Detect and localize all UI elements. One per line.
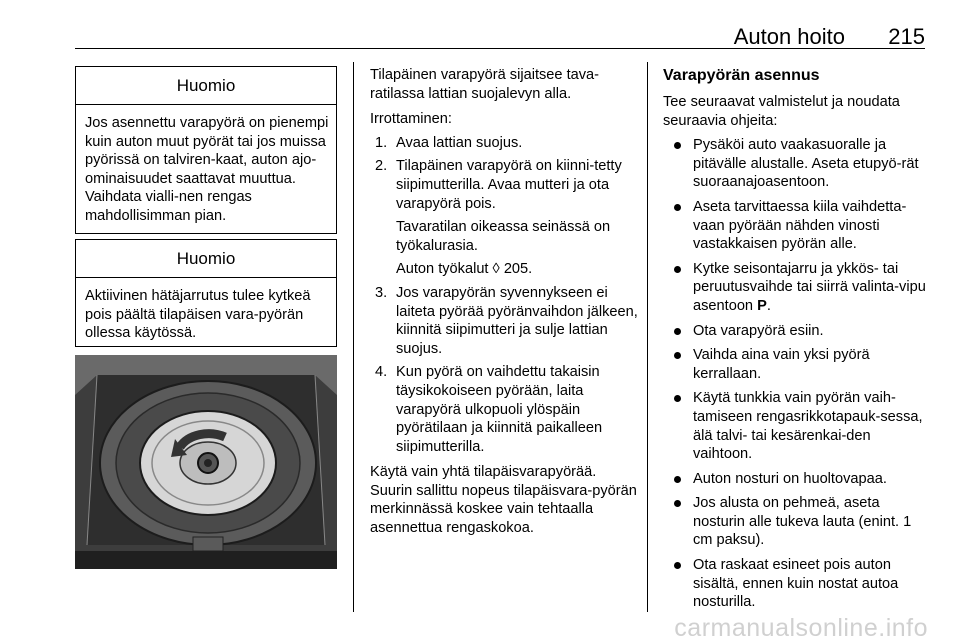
list-item: Aseta tarvittaessa kiila vaihdetta-vaan pyörään nähden vinosti vastakkaisen pyörän alle. bbox=[663, 198, 928, 254]
notice-text: Jos asennettu varapyörä on pienempi kuin auton muut pyörät tai jos muissa pyörissä on talviren-kaat, auton ajo-ominaisuudet saattavat muuttua. Vaihdata vialli-nen rengas mahdollisimman pian. bbox=[85, 115, 329, 224]
bullet-icon bbox=[674, 266, 681, 273]
notice-text: Aktiivinen hätäjarrutus tulee kytkeä pois päältä tilapäisen vara-pyörän ollessa käytössä. bbox=[85, 288, 311, 342]
notice-box bbox=[75, 66, 337, 234]
bullet-icon bbox=[674, 562, 681, 569]
bullet-icon bbox=[674, 500, 681, 507]
bullet-icon bbox=[674, 142, 681, 149]
paragraph: Käytä vain yhtä tilapäisvarapyörää. Suurin sallittu nopeus tilapäisvara-pyörän merkinnässä koskee vain tehtaalla asennettua rengaskokoa. bbox=[370, 464, 637, 537]
page-number: 215 bbox=[888, 24, 925, 49]
step-text: Kun pyörä on vaihdettu takaisin täysikokoiseen pyörään, laita varapyörä ulkopuoli ylöspäin pyörätilaan ja kiinnitä paikalleen siipimutterilla. bbox=[396, 364, 603, 455]
spare-wheel-drawing bbox=[75, 355, 337, 569]
list-item: Vaihda aina vain yksi pyörä kerrallaan. bbox=[663, 346, 928, 383]
reference-page: 205. bbox=[499, 261, 533, 278]
section-heading: Varapyörän asennus bbox=[663, 67, 820, 84]
paragraph: Tee seuraavat valmistelut ja noudata seuraavia ohjeita: bbox=[663, 94, 900, 129]
list-item bbox=[370, 134, 638, 153]
bullet-icon bbox=[674, 328, 681, 335]
list-item: Ota varapyörä esiin. bbox=[663, 322, 928, 341]
list-item bbox=[370, 157, 638, 213]
step-text: Jos varapyörän syvennykseen ei laiteta pyörää pyöränvaihdon jälkeen, kiinnitä siipimutteri ja sulje lattian suojus. bbox=[396, 284, 638, 357]
page-reference-icon: ◊ bbox=[492, 261, 500, 278]
step-number: 2. bbox=[375, 158, 388, 175]
step-number: 3. bbox=[375, 284, 388, 301]
paragraph: Tavaratilan oikeassa seinässä on työkalurasia. bbox=[396, 219, 611, 254]
list-item: Pysäköi auto vaakasuoralle ja pitävälle alustalle. Aseta etupyö-rät suoraanajoasentoon. bbox=[663, 136, 928, 192]
step-text: Avaa lattian suojus. bbox=[396, 134, 523, 151]
list-item: Ota raskaat esineet pois auton sisältä, ennen kuin nostat autoa nosturilla. bbox=[663, 556, 928, 612]
reference-text: Auton työkalut bbox=[396, 261, 493, 278]
step-text: Tilapäinen varapyörä on kiinni-tetty siipimutterilla. Avaa mutteri ja ota varapyörä pois. bbox=[396, 158, 622, 212]
notice-title: Huomio bbox=[76, 240, 336, 278]
bullet-icon bbox=[674, 204, 681, 211]
bullet-icon bbox=[674, 395, 681, 402]
notice-box bbox=[75, 239, 337, 347]
watermark: carmanualsonline.info bbox=[674, 614, 928, 642]
list-item bbox=[370, 363, 638, 456]
paragraph: Tilapäinen varapyörä sijaitsee tava-ratilassa lattian suojalevyn alla. bbox=[370, 67, 600, 102]
step-number: 4. bbox=[375, 364, 388, 381]
list-item: Kytke seisontajarru ja ykkös- tai peruutusvaihde tai siirrä valinta-vipu asentoon P. bbox=[663, 260, 928, 316]
bullet-icon bbox=[674, 352, 681, 359]
installation-column bbox=[663, 66, 928, 612]
instructions-column bbox=[370, 66, 638, 538]
list-item: Jos alusta on pehmeä, aseta nosturin alle tukeva lauta (enint. 1 cm paksu). bbox=[663, 494, 928, 550]
list-item: Auton nosturi on huoltovapaa. bbox=[663, 470, 928, 489]
column-divider bbox=[353, 62, 354, 612]
cross-reference bbox=[370, 260, 638, 279]
list-item bbox=[370, 284, 638, 358]
notice-title: Huomio bbox=[76, 67, 336, 105]
step-number: 1. bbox=[375, 134, 388, 151]
bullet-icon bbox=[674, 476, 681, 483]
spare-wheel-illustration bbox=[75, 355, 337, 569]
section-title: Auton hoito bbox=[733, 24, 845, 49]
column-divider bbox=[647, 62, 648, 612]
page-header bbox=[75, 0, 925, 49]
list-item: Käytä tunkkia vain pyörän vaih-tamiseen rengasrikkotapauk-sessa, älä talvi- tai kesärenkai-den vaihtoon. bbox=[663, 389, 928, 463]
paragraph: Irrottaminen: bbox=[370, 111, 452, 128]
